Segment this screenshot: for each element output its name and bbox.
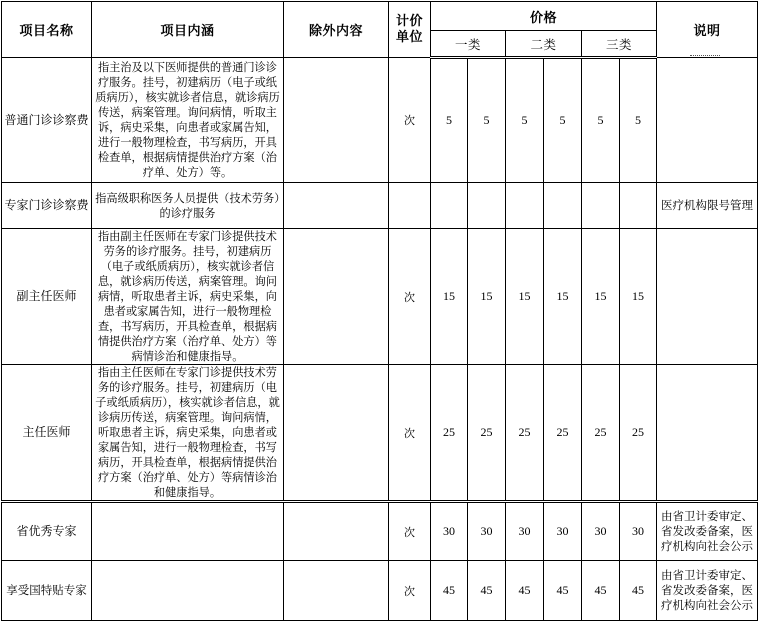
item-name: 专家门诊诊察费: [2, 183, 92, 229]
header-price-class-1: 一类: [431, 31, 506, 58]
price-cell: [620, 183, 657, 229]
item-unit: 次: [389, 58, 431, 183]
price-cell: 30: [582, 502, 620, 561]
item-unit: 次: [389, 365, 431, 502]
table-row: [2, 502, 758, 561]
price-cell: 15: [582, 229, 620, 365]
table-row: [2, 183, 758, 229]
price-cell: 5: [506, 58, 544, 183]
price-cell: 45: [620, 561, 657, 621]
price-cell: 5: [582, 58, 620, 183]
table-row: [2, 365, 758, 502]
item-notes: [657, 365, 758, 502]
item-unit: 次: [389, 561, 431, 621]
price-cell: 15: [506, 229, 544, 365]
item-exclusions: [284, 502, 389, 561]
price-cell: 5: [431, 58, 468, 183]
price-cell: 15: [620, 229, 657, 365]
price-cell: 30: [468, 502, 506, 561]
item-content: 指主治及以下医师提供的普通门诊诊疗服务。挂号，初建病历（电子或纸质病历），核实就诊者信息，就诊病历传送，病案管理。询问病情，听取主诉，病史采集，向患者或家属告知，进行一般物理检查，书写病历，开具检查单，根据病情提供治疗方案（治疗单、处方）等。: [92, 58, 284, 183]
table-row: [2, 561, 758, 621]
header-notes: 说明: [657, 2, 758, 58]
header-price-class-3: 三类: [582, 31, 657, 58]
price-cell: 30: [431, 502, 468, 561]
header-price: 价格: [431, 2, 657, 31]
item-notes: 医疗机构限号管理: [657, 183, 758, 229]
item-name: 享受国特贴专家: [2, 561, 92, 621]
price-cell: 45: [506, 561, 544, 621]
item-content: 指高级职称医务人员提供（技术劳务）的诊疗服务: [92, 183, 284, 229]
price-cell: 5: [544, 58, 582, 183]
header-item-name: 项目名称: [2, 2, 92, 58]
item-name: 主任医师: [2, 365, 92, 502]
item-exclusions: [284, 561, 389, 621]
price-cell: 30: [620, 502, 657, 561]
price-cell: 15: [468, 229, 506, 365]
price-cell: 45: [582, 561, 620, 621]
item-content: 指由副主任医师在专家门诊提供技术劳务的诊疗服务。挂号，初建病历（电子或纸质病历），核实就诊者信息，就诊病历传送，病案管理。询问病情，听取患者主诉，病史采集，向患者或家属告知，进行一般物理检查，书写病历，开具检查单，根据病情提供治疗方案（治疗单、处方）等病情诊治和健康指导。: [92, 229, 284, 365]
price-cell: [468, 183, 506, 229]
item-name: 副主任医师: [2, 229, 92, 365]
price-cell: [506, 183, 544, 229]
price-cell: 45: [544, 561, 582, 621]
header-exclusions: 除外内容: [284, 2, 389, 58]
price-cell: 45: [468, 561, 506, 621]
price-cell: 15: [431, 229, 468, 365]
price-cell: 15: [544, 229, 582, 365]
price-cell: 30: [506, 502, 544, 561]
item-name: 普通门诊诊察费: [2, 58, 92, 183]
item-content: [92, 502, 284, 561]
header-unit: [389, 2, 431, 58]
dotted-mark: [690, 55, 720, 58]
item-unit: 次: [389, 502, 431, 561]
item-content: 指由主任医师在专家门诊提供技术劳务的诊疗服务。挂号，初建病历（电子或纸质病历），核实就诊者信息，就诊病历传送，病案管理。询问病情，听取患者主诉，病史采集，向患者或家属告知，进行一般物理检查，书写病历，开具检查单，根据病情提供治疗方案（治疗单、处方）等病情诊治和健康指导。: [92, 365, 284, 502]
item-unit: [389, 183, 431, 229]
price-cell: 25: [582, 365, 620, 502]
price-cell: [544, 183, 582, 229]
price-cell: 25: [431, 365, 468, 502]
item-unit: 次: [389, 229, 431, 365]
item-exclusions: [284, 58, 389, 183]
header-unit-text: 计价单位: [395, 13, 423, 45]
price-cell: 25: [544, 365, 582, 502]
header-item-content: 项目内涵: [92, 2, 284, 58]
item-exclusions: [284, 229, 389, 365]
item-notes: 由省卫计委审定、省发改委备案，医疗机构向社会公示: [657, 561, 758, 621]
table-row: [2, 229, 758, 365]
item-notes: [657, 58, 758, 183]
price-cell: 45: [431, 561, 468, 621]
price-cell: 5: [620, 58, 657, 183]
price-cell: 5: [468, 58, 506, 183]
item-exclusions: [284, 365, 389, 502]
item-notes: [657, 229, 758, 365]
header-price-class-2: 二类: [506, 31, 582, 58]
item-notes: 由省卫计委审定、省发改委备案，医疗机构向社会公示: [657, 502, 758, 561]
price-cell: 25: [620, 365, 657, 502]
price-cell: 30: [544, 502, 582, 561]
table-row: [2, 58, 758, 183]
item-name: 省优秀专家: [2, 502, 92, 561]
price-cell: 25: [506, 365, 544, 502]
medical-fee-table: [1, 1, 758, 621]
price-cell: 25: [468, 365, 506, 502]
price-cell: [431, 183, 468, 229]
price-cell: [582, 183, 620, 229]
item-content: [92, 561, 284, 621]
item-exclusions: [284, 183, 389, 229]
